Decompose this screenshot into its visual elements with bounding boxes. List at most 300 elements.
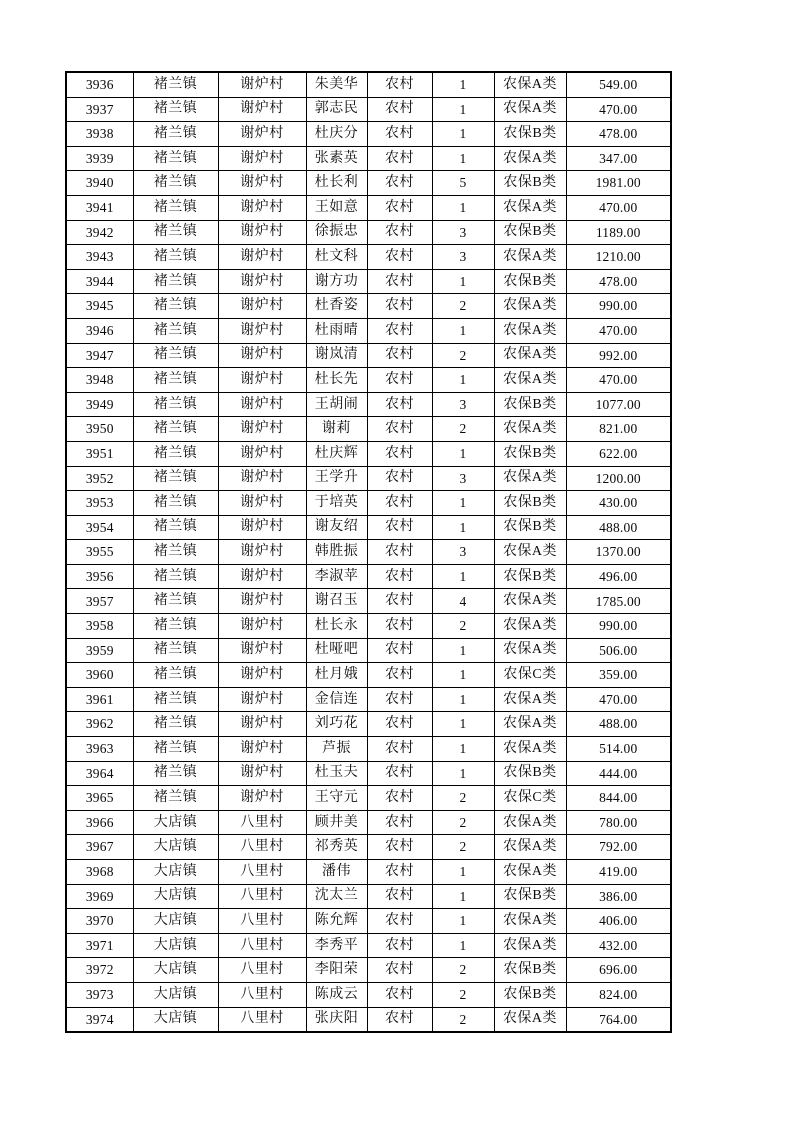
table-row bbox=[66, 146, 671, 171]
cell-amount: 506.00 bbox=[566, 638, 671, 663]
cell-insurance-category: 农保A类 bbox=[494, 860, 566, 885]
cell-person-count: 1 bbox=[432, 318, 494, 343]
cell-amount: 780.00 bbox=[566, 810, 671, 835]
cell-amount: 622.00 bbox=[566, 441, 671, 466]
cell-town: 褚兰镇 bbox=[133, 441, 218, 466]
cell-serial-number: 3943 bbox=[66, 245, 133, 270]
cell-village: 八里村 bbox=[218, 810, 306, 835]
cell-residence-type: 农村 bbox=[367, 540, 432, 565]
cell-amount: 696.00 bbox=[566, 958, 671, 983]
cell-serial-number: 3966 bbox=[66, 810, 133, 835]
cell-amount: 444.00 bbox=[566, 761, 671, 786]
cell-amount: 470.00 bbox=[566, 195, 671, 220]
cell-serial-number: 3947 bbox=[66, 343, 133, 368]
cell-residence-type: 农村 bbox=[367, 687, 432, 712]
cell-person-name: 王学升 bbox=[306, 466, 367, 491]
table-row bbox=[66, 712, 671, 737]
cell-person-name: 潘伟 bbox=[306, 860, 367, 885]
cell-person-count: 1 bbox=[432, 860, 494, 885]
cell-serial-number: 3959 bbox=[66, 638, 133, 663]
cell-person-count: 1 bbox=[432, 909, 494, 934]
cell-town: 褚兰镇 bbox=[133, 220, 218, 245]
cell-amount: 470.00 bbox=[566, 318, 671, 343]
cell-amount: 1370.00 bbox=[566, 540, 671, 565]
cell-town: 褚兰镇 bbox=[133, 491, 218, 516]
cell-insurance-category: 农保A类 bbox=[494, 72, 566, 97]
cell-residence-type: 农村 bbox=[367, 245, 432, 270]
cell-residence-type: 农村 bbox=[367, 786, 432, 811]
cell-person-name: 张庆阳 bbox=[306, 1007, 367, 1032]
cell-serial-number: 3969 bbox=[66, 884, 133, 909]
cell-village: 谢炉村 bbox=[218, 515, 306, 540]
cell-person-name: 杜庆分 bbox=[306, 122, 367, 147]
cell-person-count: 1 bbox=[432, 368, 494, 393]
cell-town: 褚兰镇 bbox=[133, 146, 218, 171]
cell-town: 褚兰镇 bbox=[133, 72, 218, 97]
cell-serial-number: 3960 bbox=[66, 663, 133, 688]
table-row bbox=[66, 909, 671, 934]
cell-town: 褚兰镇 bbox=[133, 737, 218, 762]
cell-village: 谢炉村 bbox=[218, 220, 306, 245]
cell-amount: 764.00 bbox=[566, 1007, 671, 1032]
cell-person-count: 1 bbox=[432, 564, 494, 589]
cell-village: 八里村 bbox=[218, 1007, 306, 1032]
cell-serial-number: 3937 bbox=[66, 97, 133, 122]
cell-person-count: 2 bbox=[432, 958, 494, 983]
cell-person-count: 2 bbox=[432, 614, 494, 639]
cell-town: 褚兰镇 bbox=[133, 614, 218, 639]
cell-person-name: 李阳荣 bbox=[306, 958, 367, 983]
cell-serial-number: 3936 bbox=[66, 72, 133, 97]
cell-person-count: 1 bbox=[432, 638, 494, 663]
cell-village: 谢炉村 bbox=[218, 687, 306, 712]
table-row bbox=[66, 294, 671, 319]
cell-person-name: 杜长利 bbox=[306, 171, 367, 196]
cell-residence-type: 农村 bbox=[367, 761, 432, 786]
cell-serial-number: 3956 bbox=[66, 564, 133, 589]
cell-serial-number: 3949 bbox=[66, 392, 133, 417]
cell-insurance-category: 农保A类 bbox=[494, 687, 566, 712]
cell-village: 谢炉村 bbox=[218, 245, 306, 270]
cell-person-count: 1 bbox=[432, 761, 494, 786]
cell-insurance-category: 农保A类 bbox=[494, 245, 566, 270]
cell-insurance-category: 农保B类 bbox=[494, 441, 566, 466]
cell-town: 褚兰镇 bbox=[133, 515, 218, 540]
table-row bbox=[66, 737, 671, 762]
cell-amount: 488.00 bbox=[566, 712, 671, 737]
cell-serial-number: 3968 bbox=[66, 860, 133, 885]
cell-amount: 432.00 bbox=[566, 933, 671, 958]
cell-town: 大店镇 bbox=[133, 835, 218, 860]
cell-amount: 386.00 bbox=[566, 884, 671, 909]
cell-insurance-category: 农保A类 bbox=[494, 146, 566, 171]
cell-amount: 1981.00 bbox=[566, 171, 671, 196]
cell-person-count: 3 bbox=[432, 466, 494, 491]
table-row bbox=[66, 122, 671, 147]
table-row bbox=[66, 761, 671, 786]
cell-insurance-category: 农保A类 bbox=[494, 540, 566, 565]
cell-amount: 478.00 bbox=[566, 269, 671, 294]
cell-person-count: 3 bbox=[432, 540, 494, 565]
cell-village: 谢炉村 bbox=[218, 589, 306, 614]
cell-person-count: 4 bbox=[432, 589, 494, 614]
cell-town: 褚兰镇 bbox=[133, 269, 218, 294]
cell-insurance-category: 农保A类 bbox=[494, 1007, 566, 1032]
cell-serial-number: 3951 bbox=[66, 441, 133, 466]
cell-town: 褚兰镇 bbox=[133, 392, 218, 417]
cell-residence-type: 农村 bbox=[367, 466, 432, 491]
cell-person-name: 谢莉 bbox=[306, 417, 367, 442]
cell-amount: 470.00 bbox=[566, 368, 671, 393]
cell-village: 八里村 bbox=[218, 909, 306, 934]
cell-person-name: 杜文科 bbox=[306, 245, 367, 270]
cell-serial-number: 3962 bbox=[66, 712, 133, 737]
cell-person-count: 1 bbox=[432, 933, 494, 958]
cell-residence-type: 农村 bbox=[367, 564, 432, 589]
cell-amount: 430.00 bbox=[566, 491, 671, 516]
cell-residence-type: 农村 bbox=[367, 368, 432, 393]
cell-person-count: 5 bbox=[432, 171, 494, 196]
cell-amount: 990.00 bbox=[566, 614, 671, 639]
cell-serial-number: 3940 bbox=[66, 171, 133, 196]
table-row bbox=[66, 614, 671, 639]
cell-serial-number: 3973 bbox=[66, 982, 133, 1007]
cell-residence-type: 农村 bbox=[367, 195, 432, 220]
cell-serial-number: 3972 bbox=[66, 958, 133, 983]
cell-person-name: 徐振忠 bbox=[306, 220, 367, 245]
cell-person-count: 1 bbox=[432, 884, 494, 909]
cell-residence-type: 农村 bbox=[367, 220, 432, 245]
cell-person-name: 杜长永 bbox=[306, 614, 367, 639]
cell-serial-number: 3941 bbox=[66, 195, 133, 220]
cell-amount: 844.00 bbox=[566, 786, 671, 811]
table-row bbox=[66, 1007, 671, 1032]
cell-amount: 478.00 bbox=[566, 122, 671, 147]
table-row bbox=[66, 982, 671, 1007]
cell-town: 褚兰镇 bbox=[133, 171, 218, 196]
table-row bbox=[66, 491, 671, 516]
cell-amount: 792.00 bbox=[566, 835, 671, 860]
cell-residence-type: 农村 bbox=[367, 860, 432, 885]
roster-table-body bbox=[66, 72, 671, 1032]
cell-amount: 488.00 bbox=[566, 515, 671, 540]
cell-village: 谢炉村 bbox=[218, 343, 306, 368]
cell-village: 谢炉村 bbox=[218, 97, 306, 122]
cell-person-name: 韩胜振 bbox=[306, 540, 367, 565]
cell-residence-type: 农村 bbox=[367, 417, 432, 442]
cell-amount: 821.00 bbox=[566, 417, 671, 442]
cell-person-count: 2 bbox=[432, 982, 494, 1007]
cell-person-name: 杜香姿 bbox=[306, 294, 367, 319]
table-row bbox=[66, 860, 671, 885]
cell-person-name: 杜月娥 bbox=[306, 663, 367, 688]
table-row bbox=[66, 466, 671, 491]
cell-insurance-category: 农保B类 bbox=[494, 884, 566, 909]
cell-insurance-category: 农保A类 bbox=[494, 909, 566, 934]
cell-town: 大店镇 bbox=[133, 933, 218, 958]
cell-amount: 470.00 bbox=[566, 97, 671, 122]
cell-amount: 1785.00 bbox=[566, 589, 671, 614]
cell-person-name: 张素英 bbox=[306, 146, 367, 171]
cell-village: 谢炉村 bbox=[218, 392, 306, 417]
cell-insurance-category: 农保B类 bbox=[494, 958, 566, 983]
cell-person-name: 刘巧花 bbox=[306, 712, 367, 737]
cell-amount: 359.00 bbox=[566, 663, 671, 688]
cell-insurance-category: 农保B类 bbox=[494, 122, 566, 147]
cell-insurance-category: 农保A类 bbox=[494, 466, 566, 491]
cell-town: 褚兰镇 bbox=[133, 663, 218, 688]
cell-residence-type: 农村 bbox=[367, 810, 432, 835]
cell-serial-number: 3964 bbox=[66, 761, 133, 786]
cell-person-count: 1 bbox=[432, 515, 494, 540]
cell-person-name: 芦振 bbox=[306, 737, 367, 762]
cell-serial-number: 3945 bbox=[66, 294, 133, 319]
cell-insurance-category: 农保A类 bbox=[494, 97, 566, 122]
cell-village: 谢炉村 bbox=[218, 761, 306, 786]
table-row bbox=[66, 958, 671, 983]
cell-person-count: 3 bbox=[432, 220, 494, 245]
cell-residence-type: 农村 bbox=[367, 663, 432, 688]
cell-insurance-category: 农保A类 bbox=[494, 417, 566, 442]
cell-person-count: 2 bbox=[432, 835, 494, 860]
cell-town: 褚兰镇 bbox=[133, 564, 218, 589]
cell-town: 大店镇 bbox=[133, 982, 218, 1007]
cell-serial-number: 3953 bbox=[66, 491, 133, 516]
cell-person-count: 1 bbox=[432, 146, 494, 171]
cell-village: 谢炉村 bbox=[218, 269, 306, 294]
cell-person-name: 祁秀英 bbox=[306, 835, 367, 860]
cell-person-name: 杜玉夫 bbox=[306, 761, 367, 786]
cell-person-count: 1 bbox=[432, 491, 494, 516]
cell-village: 谢炉村 bbox=[218, 540, 306, 565]
cell-town: 褚兰镇 bbox=[133, 638, 218, 663]
cell-town: 褚兰镇 bbox=[133, 318, 218, 343]
cell-person-count: 1 bbox=[432, 72, 494, 97]
table-row bbox=[66, 392, 671, 417]
cell-person-name: 陈成云 bbox=[306, 982, 367, 1007]
cell-serial-number: 3944 bbox=[66, 269, 133, 294]
cell-person-count: 3 bbox=[432, 392, 494, 417]
cell-person-name: 杜雨晴 bbox=[306, 318, 367, 343]
cell-person-count: 2 bbox=[432, 294, 494, 319]
cell-town: 大店镇 bbox=[133, 1007, 218, 1032]
cell-insurance-category: 农保A类 bbox=[494, 294, 566, 319]
table-row bbox=[66, 72, 671, 97]
cell-person-count: 1 bbox=[432, 712, 494, 737]
cell-person-name: 谢岚清 bbox=[306, 343, 367, 368]
cell-serial-number: 3952 bbox=[66, 466, 133, 491]
cell-person-name: 陈允辉 bbox=[306, 909, 367, 934]
cell-amount: 990.00 bbox=[566, 294, 671, 319]
cell-serial-number: 3957 bbox=[66, 589, 133, 614]
cell-person-name: 王守元 bbox=[306, 786, 367, 811]
cell-town: 褚兰镇 bbox=[133, 687, 218, 712]
cell-insurance-category: 农保B类 bbox=[494, 392, 566, 417]
cell-insurance-category: 农保A类 bbox=[494, 638, 566, 663]
cell-person-name: 谢方功 bbox=[306, 269, 367, 294]
cell-person-name: 杜哑吧 bbox=[306, 638, 367, 663]
cell-serial-number: 3958 bbox=[66, 614, 133, 639]
cell-residence-type: 农村 bbox=[367, 515, 432, 540]
cell-town: 褚兰镇 bbox=[133, 712, 218, 737]
cell-serial-number: 3963 bbox=[66, 737, 133, 762]
cell-insurance-category: 农保B类 bbox=[494, 564, 566, 589]
cell-person-count: 2 bbox=[432, 810, 494, 835]
cell-residence-type: 农村 bbox=[367, 171, 432, 196]
cell-insurance-category: 农保B类 bbox=[494, 269, 566, 294]
cell-person-count: 1 bbox=[432, 97, 494, 122]
cell-village: 谢炉村 bbox=[218, 146, 306, 171]
cell-person-name: 王胡闹 bbox=[306, 392, 367, 417]
cell-amount: 1077.00 bbox=[566, 392, 671, 417]
table-row bbox=[66, 220, 671, 245]
cell-village: 谢炉村 bbox=[218, 122, 306, 147]
cell-residence-type: 农村 bbox=[367, 909, 432, 934]
table-row bbox=[66, 515, 671, 540]
cell-village: 谢炉村 bbox=[218, 491, 306, 516]
cell-insurance-category: 农保A类 bbox=[494, 589, 566, 614]
cell-village: 八里村 bbox=[218, 933, 306, 958]
cell-person-count: 1 bbox=[432, 122, 494, 147]
cell-village: 谢炉村 bbox=[218, 368, 306, 393]
cell-town: 褚兰镇 bbox=[133, 466, 218, 491]
cell-village: 谢炉村 bbox=[218, 638, 306, 663]
cell-town: 大店镇 bbox=[133, 810, 218, 835]
cell-serial-number: 3955 bbox=[66, 540, 133, 565]
cell-residence-type: 农村 bbox=[367, 392, 432, 417]
cell-person-name: 李秀平 bbox=[306, 933, 367, 958]
cell-residence-type: 农村 bbox=[367, 958, 432, 983]
table-row bbox=[66, 786, 671, 811]
table-row bbox=[66, 97, 671, 122]
cell-amount: 347.00 bbox=[566, 146, 671, 171]
cell-insurance-category: 农保B类 bbox=[494, 515, 566, 540]
cell-town: 大店镇 bbox=[133, 860, 218, 885]
table-row bbox=[66, 589, 671, 614]
cell-town: 大店镇 bbox=[133, 884, 218, 909]
cell-person-count: 2 bbox=[432, 417, 494, 442]
cell-person-name: 顾井美 bbox=[306, 810, 367, 835]
cell-person-name: 朱美华 bbox=[306, 72, 367, 97]
cell-insurance-category: 农保A类 bbox=[494, 195, 566, 220]
cell-person-count: 1 bbox=[432, 737, 494, 762]
cell-serial-number: 3970 bbox=[66, 909, 133, 934]
cell-residence-type: 农村 bbox=[367, 933, 432, 958]
cell-amount: 1210.00 bbox=[566, 245, 671, 270]
cell-insurance-category: 农保B类 bbox=[494, 491, 566, 516]
cell-town: 褚兰镇 bbox=[133, 294, 218, 319]
cell-amount: 419.00 bbox=[566, 860, 671, 885]
cell-person-count: 3 bbox=[432, 245, 494, 270]
cell-residence-type: 农村 bbox=[367, 294, 432, 319]
cell-serial-number: 3971 bbox=[66, 933, 133, 958]
cell-village: 谢炉村 bbox=[218, 318, 306, 343]
table-row bbox=[66, 564, 671, 589]
table-row bbox=[66, 884, 671, 909]
cell-town: 褚兰镇 bbox=[133, 343, 218, 368]
cell-village: 八里村 bbox=[218, 958, 306, 983]
cell-person-name: 郭志民 bbox=[306, 97, 367, 122]
cell-insurance-category: 农保A类 bbox=[494, 933, 566, 958]
cell-insurance-category: 农保A类 bbox=[494, 368, 566, 393]
table-row bbox=[66, 195, 671, 220]
cell-person-count: 1 bbox=[432, 195, 494, 220]
table-row bbox=[66, 417, 671, 442]
table-row bbox=[66, 269, 671, 294]
cell-town: 褚兰镇 bbox=[133, 761, 218, 786]
cell-village: 谢炉村 bbox=[218, 663, 306, 688]
cell-person-name: 王如意 bbox=[306, 195, 367, 220]
cell-insurance-category: 农保A类 bbox=[494, 737, 566, 762]
cell-insurance-category: 农保B类 bbox=[494, 220, 566, 245]
cell-village: 八里村 bbox=[218, 982, 306, 1007]
cell-town: 大店镇 bbox=[133, 909, 218, 934]
cell-serial-number: 3946 bbox=[66, 318, 133, 343]
cell-amount: 406.00 bbox=[566, 909, 671, 934]
cell-serial-number: 3942 bbox=[66, 220, 133, 245]
cell-person-count: 1 bbox=[432, 687, 494, 712]
cell-residence-type: 农村 bbox=[367, 982, 432, 1007]
cell-amount: 824.00 bbox=[566, 982, 671, 1007]
cell-person-name: 杜长先 bbox=[306, 368, 367, 393]
insurance-roster-table bbox=[65, 71, 672, 1033]
cell-residence-type: 农村 bbox=[367, 589, 432, 614]
cell-village: 谢炉村 bbox=[218, 294, 306, 319]
cell-insurance-category: 农保A类 bbox=[494, 343, 566, 368]
cell-insurance-category: 农保B类 bbox=[494, 171, 566, 196]
cell-insurance-category: 农保B类 bbox=[494, 761, 566, 786]
cell-person-name: 于培英 bbox=[306, 491, 367, 516]
cell-serial-number: 3967 bbox=[66, 835, 133, 860]
table-row bbox=[66, 318, 671, 343]
cell-insurance-category: 农保A类 bbox=[494, 318, 566, 343]
cell-residence-type: 农村 bbox=[367, 638, 432, 663]
cell-person-count: 1 bbox=[432, 441, 494, 466]
cell-residence-type: 农村 bbox=[367, 884, 432, 909]
cell-residence-type: 农村 bbox=[367, 1007, 432, 1032]
cell-amount: 470.00 bbox=[566, 687, 671, 712]
cell-insurance-category: 农保C类 bbox=[494, 786, 566, 811]
cell-amount: 1189.00 bbox=[566, 220, 671, 245]
cell-residence-type: 农村 bbox=[367, 835, 432, 860]
cell-town: 大店镇 bbox=[133, 958, 218, 983]
cell-town: 褚兰镇 bbox=[133, 245, 218, 270]
table-row bbox=[66, 687, 671, 712]
table-row bbox=[66, 540, 671, 565]
table-row bbox=[66, 835, 671, 860]
table-row bbox=[66, 245, 671, 270]
cell-village: 八里村 bbox=[218, 860, 306, 885]
cell-person-name: 李淑苹 bbox=[306, 564, 367, 589]
cell-town: 褚兰镇 bbox=[133, 368, 218, 393]
cell-person-count: 2 bbox=[432, 786, 494, 811]
cell-serial-number: 3954 bbox=[66, 515, 133, 540]
cell-amount: 1200.00 bbox=[566, 466, 671, 491]
cell-village: 八里村 bbox=[218, 884, 306, 909]
cell-residence-type: 农村 bbox=[367, 146, 432, 171]
cell-village: 谢炉村 bbox=[218, 417, 306, 442]
cell-town: 褚兰镇 bbox=[133, 195, 218, 220]
cell-person-name: 杜庆辉 bbox=[306, 441, 367, 466]
table-row bbox=[66, 368, 671, 393]
cell-residence-type: 农村 bbox=[367, 712, 432, 737]
cell-insurance-category: 农保A类 bbox=[494, 835, 566, 860]
cell-serial-number: 3965 bbox=[66, 786, 133, 811]
table-row bbox=[66, 663, 671, 688]
cell-person-name: 沈太兰 bbox=[306, 884, 367, 909]
cell-town: 褚兰镇 bbox=[133, 786, 218, 811]
cell-town: 褚兰镇 bbox=[133, 540, 218, 565]
